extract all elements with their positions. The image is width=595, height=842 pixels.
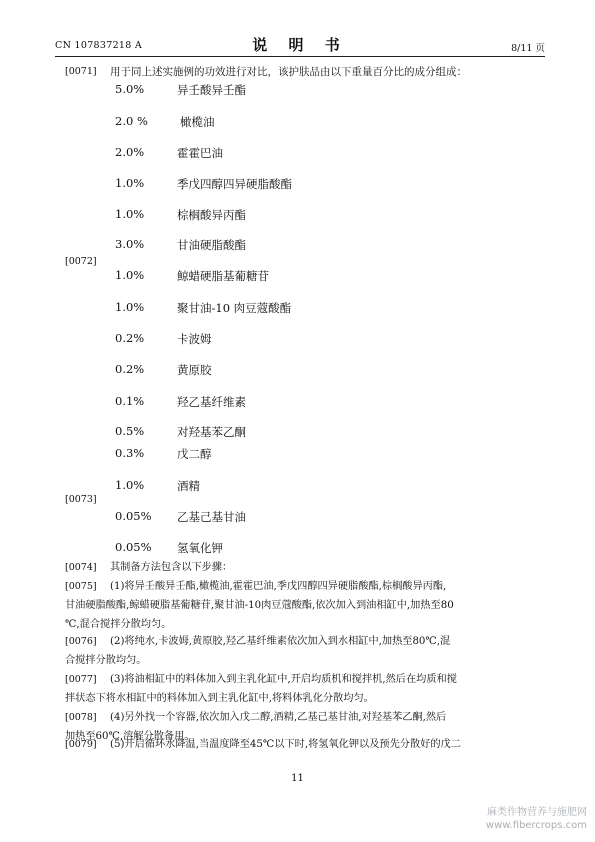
ingredient-name: 卡波姆 — [177, 332, 212, 346]
ingredient-name: 对羟基苯乙酮 — [177, 425, 246, 439]
paragraph-tag-0073: [0073] — [65, 494, 97, 505]
ingredient-percentage: 0.05% — [115, 509, 152, 523]
ingredient-percentage: 1.0% — [115, 207, 145, 221]
page-header — [55, 32, 545, 62]
ingredient-percentage: 0.2% — [115, 331, 145, 345]
ingredient-percentage: 1.0% — [115, 300, 145, 314]
ingredient-name: 聚甘油-10 肉豆蔻酸酯 — [177, 301, 292, 315]
ingredient-name: 氢氧化钾 — [177, 541, 223, 555]
step-text-continued: 加热至60℃,溶解分散备用。 — [65, 731, 195, 742]
paragraph-tag-0071: [0071] — [65, 66, 97, 77]
paragraph-tag: [0077] — [65, 674, 97, 685]
publication-number: CN 107837218 A — [55, 40, 143, 51]
document-title: 说 明 书 — [252, 36, 348, 54]
ingredient-name: 橄榄油 — [180, 115, 215, 129]
ingredient-name: 霍霍巴油 — [177, 146, 223, 160]
step-text-continued: 合搅拌分散均匀。 — [65, 655, 147, 666]
ingredient-percentage: 1.0% — [115, 268, 145, 282]
ingredient-percentage: 5.0% — [115, 82, 145, 96]
ingredient-percentage: 3.0% — [115, 237, 145, 251]
ingredient-percentage: 1.0% — [115, 478, 145, 492]
ingredient-percentage: 0.1% — [115, 394, 145, 408]
step-text-continued: ℃,混合搅拌分散均匀。 — [65, 619, 172, 630]
ingredient-percentage: 0.2% — [115, 362, 145, 376]
paragraph-tag: [0075] — [65, 581, 97, 592]
ingredient-name: 异壬酸异壬酯 — [177, 83, 246, 97]
watermark — [486, 806, 587, 832]
ingredient-name: 羟乙基纤维素 — [177, 395, 246, 409]
step-text: (4)另外找一个容器,依次加入戊二醇,酒精,乙基己基甘油,对羟基苯乙酮,然后 — [110, 712, 447, 723]
ingredient-name: 甘油硬脂酸酯 — [177, 238, 246, 252]
ingredient-percentage: 2.0% — [115, 145, 145, 159]
step-text: (1)将异壬酸异壬酯,橄榄油,霍霍巴油,季戊四醇四异硬脂酸酯,棕榈酸异丙酯, — [110, 581, 447, 592]
paragraph-tag: [0078] — [65, 712, 97, 723]
ingredient-name: 棕榈酸异丙酯 — [177, 208, 246, 222]
ingredient-name: 鲸蜡硬脂基葡糖苷 — [177, 269, 269, 283]
ingredient-name: 乙基己基甘油 — [177, 510, 246, 524]
page-number: 11 — [291, 773, 304, 784]
step-text-continued: 拌状态下将水相缸中的料体加入到主乳化缸中,将料体乳化分散均匀。 — [65, 693, 374, 704]
ingredient-name: 酒精 — [177, 479, 200, 493]
ingredient-name: 季戊四醇四异硬脂酸酯 — [177, 177, 292, 191]
paragraph-tag: [0076] — [65, 636, 97, 647]
ingredient-percentage: 0.05% — [115, 540, 152, 554]
page-indicator: 8/11 页 — [511, 43, 545, 54]
header-divider — [55, 56, 545, 57]
watermark-site-name: 麻类作物营养与施肥网 — [487, 807, 587, 818]
ingredient-percentage: 2.0 % — [115, 114, 148, 128]
paragraph-tag-0072: [0072] — [65, 256, 97, 267]
paragraph-tag: [0079] — [65, 739, 97, 750]
ingredient-percentage: 0.3% — [115, 446, 145, 460]
step-text-continued: 甘油硬脂酸酯,鲸蜡硬脂基葡糖苷,聚甘油-10肉豆蔻酸酯,依次加入到油相缸中,加热至80 — [65, 600, 454, 611]
ingredient-percentage: 1.0% — [115, 176, 145, 190]
paragraph-0071-text: 用于同上述实施例的功效进行对比，该护肤品由以下重量百分比的成分组成： — [110, 66, 467, 78]
step-text: (3)将油相缸中的料体加入到主乳化缸中,开启均质机和搅拌机,然后在均质和搅 — [110, 674, 457, 685]
step-text: (5)开启循环水降温,当温度降至45℃以下时,将氢氧化钾以及预先分散好的戊二 — [110, 739, 461, 750]
ingredient-name: 戊二醇 — [177, 447, 212, 461]
step-text: 其制备方法包含以下步骤： — [110, 562, 233, 573]
ingredient-name: 黄原胶 — [177, 363, 212, 377]
watermark-url: www.fibercrops.com — [485, 820, 587, 831]
paragraph-tag: [0074] — [65, 562, 97, 573]
step-text: (2)将纯水,卡波姆,黄原胶,羟乙基纤维素依次加入到水相缸中,加热至80℃,混 — [110, 636, 451, 647]
ingredient-percentage: 0.5% — [115, 424, 145, 438]
